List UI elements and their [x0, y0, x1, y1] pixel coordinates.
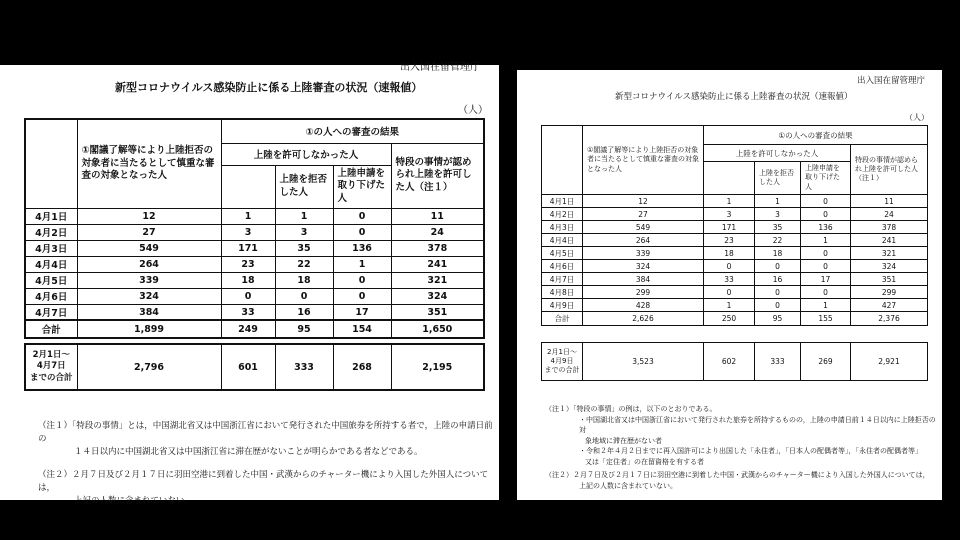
table-cell: 428	[583, 299, 704, 312]
table-cell: 3	[221, 224, 275, 240]
table-cell: 427	[851, 299, 928, 312]
table-cell: 0	[801, 260, 851, 273]
table-cell: 0	[704, 260, 755, 273]
table-cell: 339	[583, 247, 704, 260]
table-cell: 4月6日	[542, 260, 583, 273]
table-cell: 1	[755, 195, 801, 208]
table-cell: 250	[704, 312, 755, 326]
table-row	[25, 224, 484, 240]
table-cell: 33	[221, 304, 275, 320]
table-cell: 18	[755, 247, 801, 260]
table-cell: 2,626	[583, 312, 704, 326]
table-cell: 0	[801, 247, 851, 260]
table-cell: 4月1日	[25, 208, 77, 224]
table-cell: 241	[391, 256, 484, 272]
table-cell: 333	[755, 343, 801, 381]
table-row	[25, 240, 484, 256]
table-cell: 171	[704, 221, 755, 234]
table-row	[542, 234, 928, 247]
table-cell: 17	[333, 304, 391, 320]
note-1: （注１）「特段の事情」とは，中国湖北省又は中国浙江省において発行された中国旅券を所持する者で，上陸の申請日前の １４日以内に中国湖北省又は中国浙江省に滞在歴がないことが明らかである者などである。	[38, 421, 493, 457]
table-cell: 2月1日～ 4月7日 までの合計	[25, 344, 77, 390]
table-cell: 0	[755, 260, 801, 273]
doc-title: 新型コロナウイルス感染防止に係る上陸審査の状況（速報値）	[615, 92, 853, 102]
table-cell: 22	[275, 256, 333, 272]
header-withdrew: 上陸申請を取り下げた人	[333, 165, 391, 208]
table-cell: 324	[77, 288, 221, 304]
table-cell: 24	[391, 224, 484, 240]
table-cell: 95	[755, 312, 801, 326]
agency-name: 出入国在留管理庁	[857, 76, 926, 86]
table-cell: 249	[221, 320, 275, 338]
table-cell: 378	[391, 240, 484, 256]
header-blank	[221, 165, 275, 208]
header-col1: ①閣議了解等により上陸拒否の対象者に当たるとして慎重な審査の対象となった人	[77, 119, 221, 208]
table-cell: 241	[851, 234, 928, 247]
header-refused: 上陸を拒否した人	[755, 162, 801, 195]
table-cell: 17	[801, 273, 851, 286]
table-cell: 264	[583, 234, 704, 247]
table-cell: 3,523	[583, 343, 704, 381]
table-cell: 0	[755, 299, 801, 312]
table-cell: 2,195	[391, 344, 484, 390]
table-cell: 299	[583, 286, 704, 299]
table-cell: 0	[333, 288, 391, 304]
table-cell: 269	[801, 343, 851, 381]
unit-label: （人）	[458, 105, 488, 116]
table-cell: 4月7日	[542, 273, 583, 286]
table-cell: 11	[391, 208, 484, 224]
table-cell: 1	[275, 208, 333, 224]
table-cell: 333	[275, 344, 333, 390]
table-cell: 384	[77, 304, 221, 320]
header-group: ①の人への審査の結果	[704, 126, 928, 145]
header-col1: ①閣議了解等により上陸拒否の対象者に当たるとして慎重な審査の対象となった人	[583, 126, 704, 195]
doc-title: 新型コロナウイルス感染防止に係る上陸審査の状況（速報値）	[115, 81, 423, 94]
header-empty	[25, 119, 77, 208]
table-cell: 136	[801, 221, 851, 234]
table-cell: 4月7日	[25, 304, 77, 320]
table-cell: 0	[801, 195, 851, 208]
table-cell: 0	[333, 272, 391, 288]
screening-table	[24, 118, 485, 339]
table-cell: 合計	[25, 320, 77, 338]
header-empty	[542, 126, 583, 195]
table-cell: 3	[704, 208, 755, 221]
table-cell: 4月8日	[542, 286, 583, 299]
cumulative-row	[25, 344, 484, 390]
header-not-permitted: 上陸を許可しなかった人	[704, 145, 851, 162]
total-row	[542, 312, 928, 326]
table-cell: 2,796	[77, 344, 221, 390]
table-cell: 22	[755, 234, 801, 247]
table-cell: 264	[77, 256, 221, 272]
table-cell: 1,899	[77, 320, 221, 338]
table-cell: 154	[333, 320, 391, 338]
table-cell: 1	[704, 299, 755, 312]
table-cell: 4月1日	[542, 195, 583, 208]
table-cell: 27	[583, 208, 704, 221]
table-cell: 4月4日	[542, 234, 583, 247]
table-row	[542, 299, 928, 312]
table-cell: 1,650	[391, 320, 484, 338]
header-special: 特段の事情が認められ上陸を許可した人（注１）	[851, 145, 928, 195]
left-document	[0, 62, 499, 506]
table-cell: 12	[583, 195, 704, 208]
table-row	[25, 256, 484, 272]
table-cell: 1	[333, 256, 391, 272]
table-cell: 351	[391, 304, 484, 320]
table-cell: 0	[801, 286, 851, 299]
table-cell: 4月3日	[25, 240, 77, 256]
table-row	[542, 286, 928, 299]
table-cell: 16	[755, 273, 801, 286]
table-cell: 0	[704, 286, 755, 299]
table-cell: 4月3日	[542, 221, 583, 234]
table-cell: 4月5日	[542, 247, 583, 260]
table-cell: 0	[755, 286, 801, 299]
table-row	[542, 208, 928, 221]
table-row	[542, 260, 928, 273]
table-cell: 2月1日～ 4月9日 までの合計	[542, 343, 583, 381]
table-cell: 1	[221, 208, 275, 224]
table-row	[542, 221, 928, 234]
table-row	[542, 247, 928, 260]
table-cell: 339	[77, 272, 221, 288]
table-cell: 0	[275, 288, 333, 304]
table-cell: 18	[221, 272, 275, 288]
table-cell: 1	[801, 234, 851, 247]
total-row	[25, 320, 484, 338]
table-cell: 324	[391, 288, 484, 304]
screening-table	[541, 125, 928, 326]
cumulative-table	[541, 342, 928, 381]
table-cell: 27	[77, 224, 221, 240]
table-cell: 324	[851, 260, 928, 273]
header-not-permitted: 上陸を許可しなかった人	[221, 143, 391, 165]
table-cell: 4月2日	[25, 224, 77, 240]
note-2: （注２）２月７日及び２月１７日に羽田空港に到着した中国・武漢からのチャーター機により入国した外国人については， 上記の人数に含まれていない。	[545, 471, 930, 490]
table-cell: 324	[583, 260, 704, 273]
table-cell: 0	[221, 288, 275, 304]
note-1: （注１）「特段の事情」の例は，以下のとおりである。 ・中国湖北省又は中国浙江省において発行された旅券を所持するものの，上陸の申請日前１４日以内に上陸拒否の対 象地域に滞在歴がない者 ・令和２年４月２日までに再入国許可により出国した「永住者」，「日本人の配偶者等」，「永住者の配偶者等」 又は「定住者」の在留資格を有する者	[545, 405, 936, 466]
note-2: （注２）２月７日及び２月１７日に羽田空港に到着した中国・武漢からのチャーター機により入国した外国人については， 上記の人数に含まれていない。	[38, 470, 489, 506]
table-cell: 3	[275, 224, 333, 240]
table-cell: 299	[851, 286, 928, 299]
table-cell: 384	[583, 273, 704, 286]
table-cell: 0	[801, 208, 851, 221]
table-cell: 549	[583, 221, 704, 234]
table-cell: 1	[801, 299, 851, 312]
table-cell: 35	[755, 221, 801, 234]
table-cell: 合計	[542, 312, 583, 326]
table-cell: 0	[333, 208, 391, 224]
table-cell: 33	[704, 273, 755, 286]
cumulative-table	[24, 343, 485, 391]
table-cell: 16	[275, 304, 333, 320]
header-group: ①の人への審査の結果	[221, 119, 484, 143]
table-cell: 4月6日	[25, 288, 77, 304]
table-cell: 601	[221, 344, 275, 390]
table-cell: 2,921	[851, 343, 928, 381]
table-cell: 321	[391, 272, 484, 288]
table-cell: 3	[755, 208, 801, 221]
table-cell: 4月2日	[542, 208, 583, 221]
table-cell: 1	[704, 195, 755, 208]
table-cell: 602	[704, 343, 755, 381]
table-row	[542, 195, 928, 208]
table-cell: 351	[851, 273, 928, 286]
table-cell: 24	[851, 208, 928, 221]
table-cell: 18	[275, 272, 333, 288]
table-cell: 4月4日	[25, 256, 77, 272]
table-cell: 2,376	[851, 312, 928, 326]
table-cell: 4月9日	[542, 299, 583, 312]
table-cell: 12	[77, 208, 221, 224]
table-cell: 11	[851, 195, 928, 208]
table-cell: 378	[851, 221, 928, 234]
table-row	[542, 273, 928, 286]
table-cell: 155	[801, 312, 851, 326]
table-cell: 136	[333, 240, 391, 256]
table-cell: 95	[275, 320, 333, 338]
right-document	[517, 70, 942, 500]
unit-label: （人）	[905, 113, 929, 122]
table-cell: 268	[333, 344, 391, 390]
header-withdrew: 上陸申請を取り下げた人	[801, 162, 851, 195]
table-row	[25, 272, 484, 288]
table-cell: 171	[221, 240, 275, 256]
table-cell: 549	[77, 240, 221, 256]
table-cell: 23	[221, 256, 275, 272]
agency-name: 出入国在留管理庁	[400, 62, 480, 73]
cumulative-row	[542, 343, 928, 381]
table-cell: 4月5日	[25, 272, 77, 288]
header-refused: 上陸を拒否した人	[275, 165, 333, 208]
header-special: 特段の事情が認められ上陸を許可した人（注１）	[391, 143, 484, 208]
table-cell: 18	[704, 247, 755, 260]
table-cell: 321	[851, 247, 928, 260]
table-cell: 23	[704, 234, 755, 247]
table-row	[25, 288, 484, 304]
table-cell: 0	[333, 224, 391, 240]
table-row	[25, 208, 484, 224]
table-cell: 35	[275, 240, 333, 256]
table-row	[25, 304, 484, 320]
header-blank	[704, 162, 755, 195]
